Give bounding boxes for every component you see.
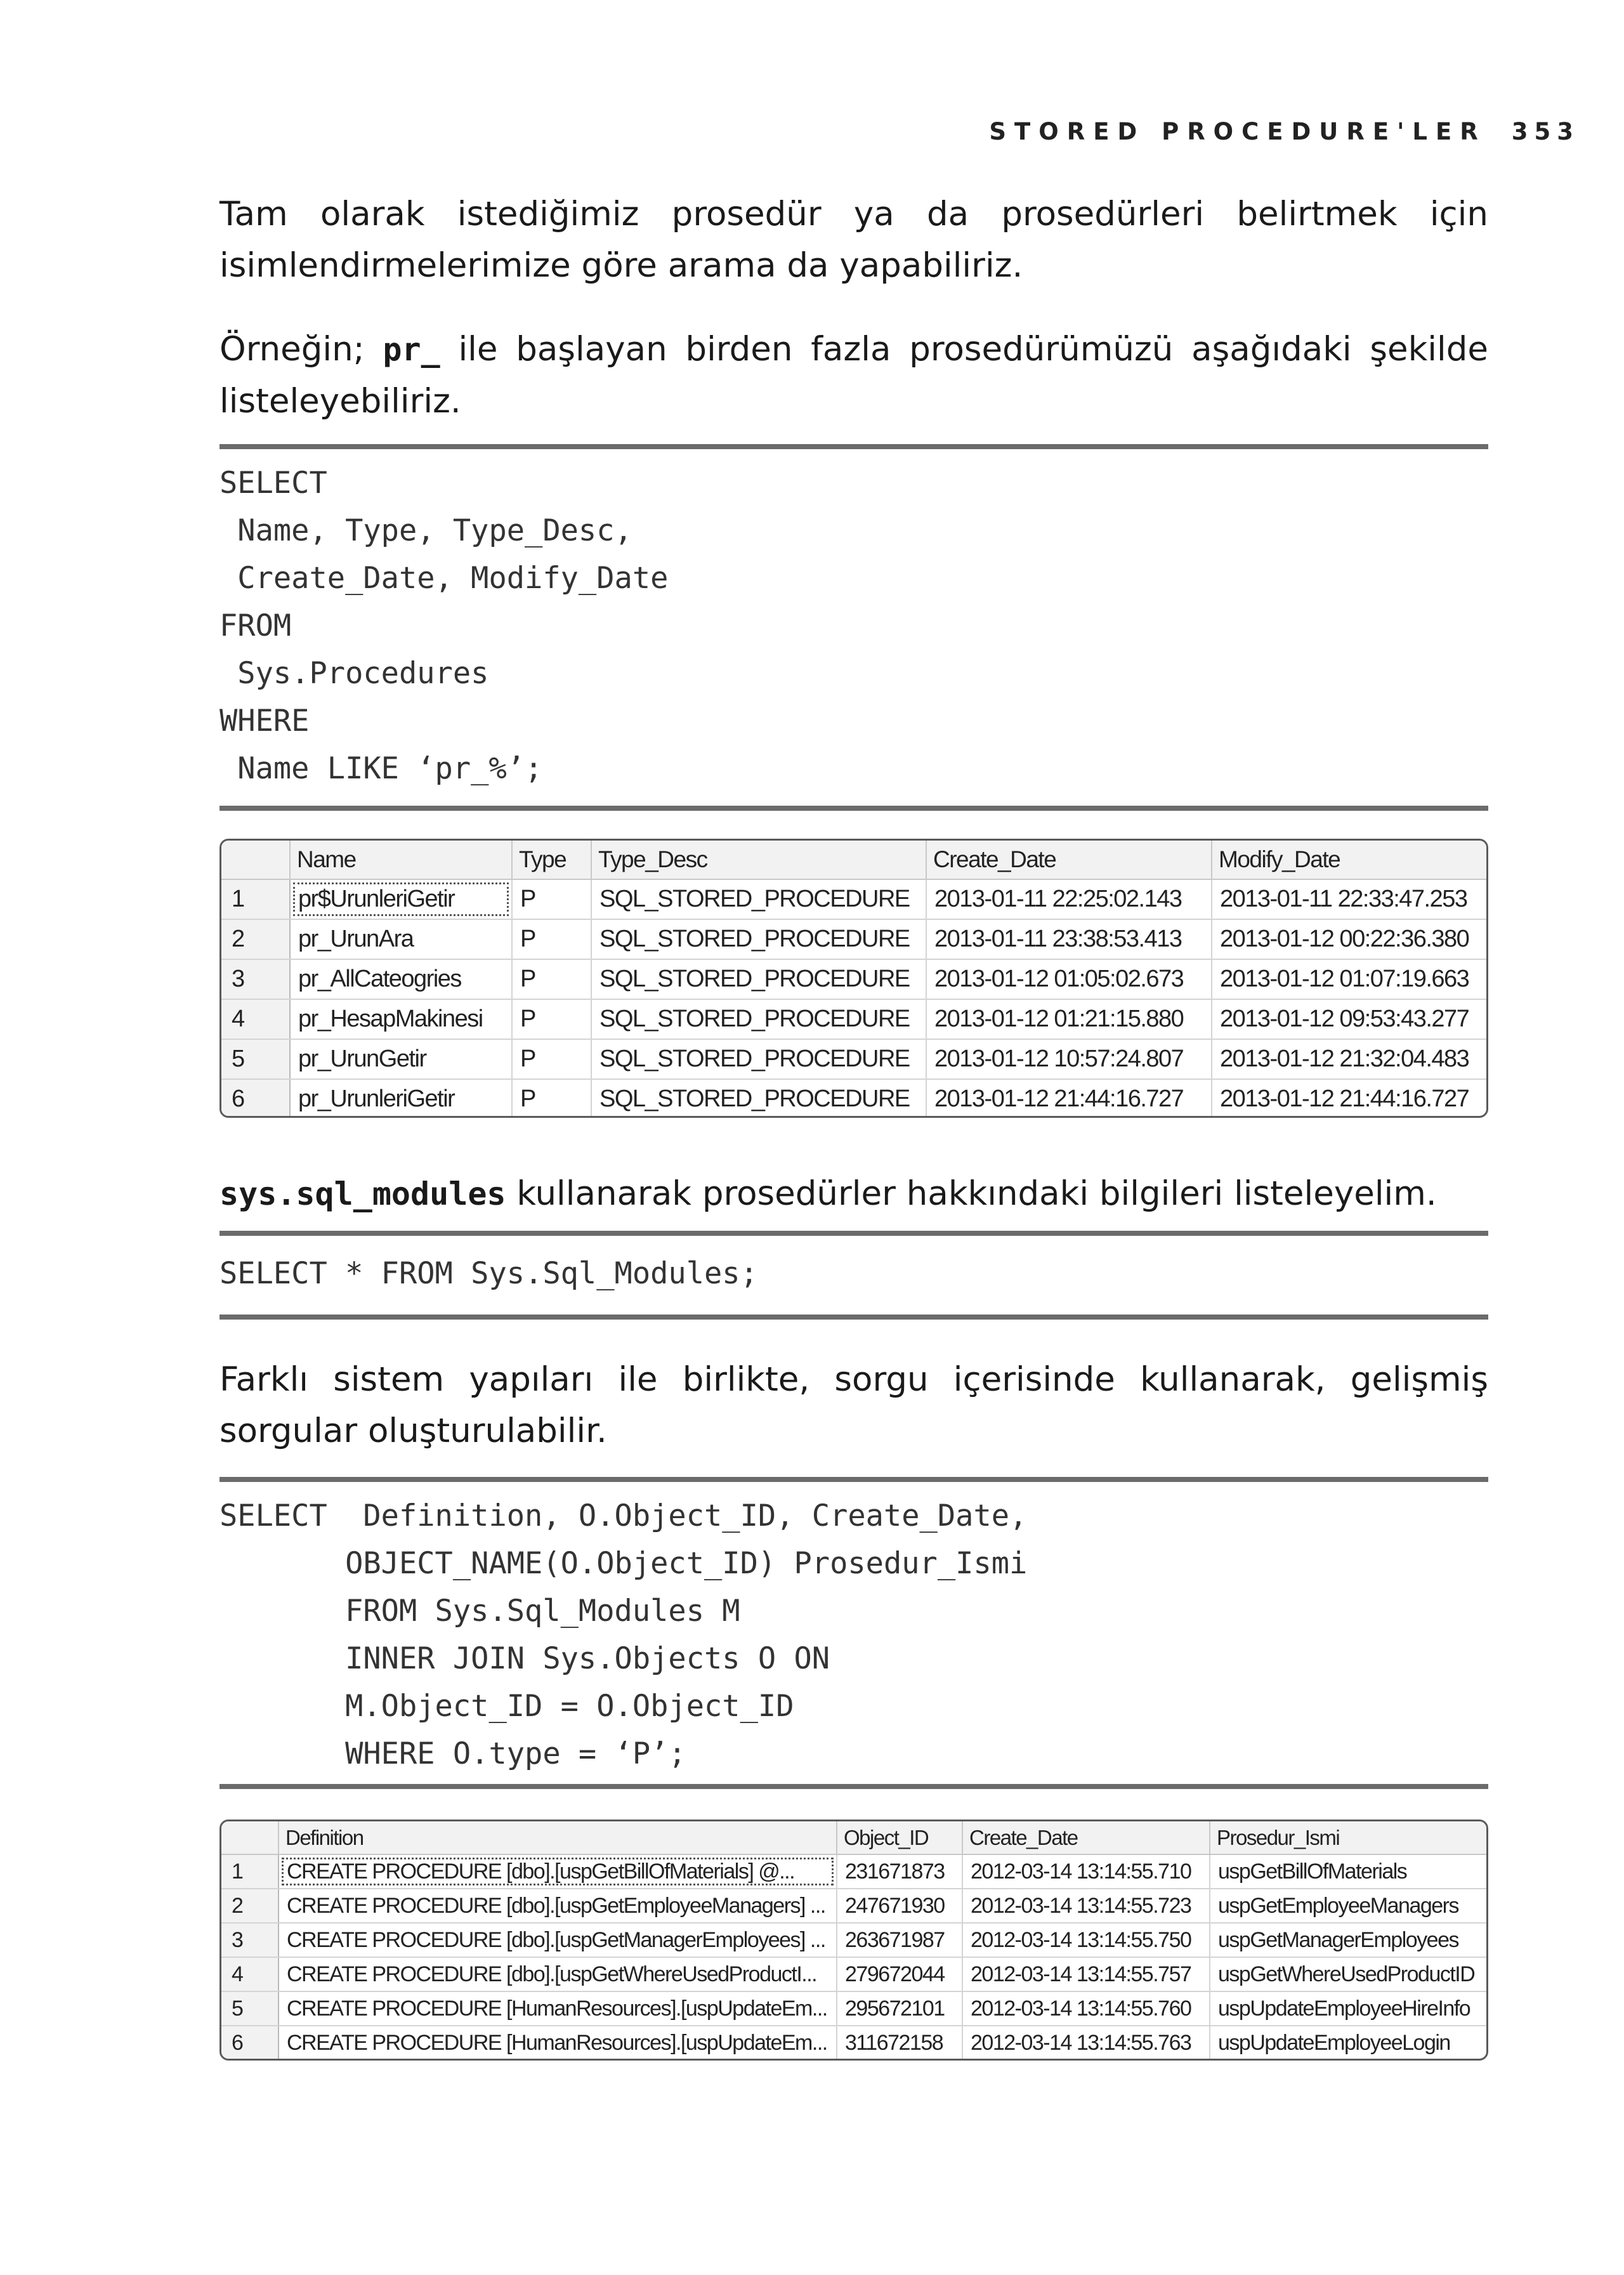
column-header-create-date: Create_Date (926, 841, 1212, 879)
cell-type: P (512, 999, 591, 1039)
column-header-create-date: Create_Date (962, 1821, 1210, 1854)
running-header (952, 118, 1580, 150)
page-number: 353 (1511, 118, 1580, 145)
cell-type-desc: SQL_STORED_PROCEDURE (591, 1079, 926, 1118)
column-header-rownum (221, 841, 290, 879)
grid-header-row (221, 1821, 1486, 1854)
cell-name: pr_AllCateogries (290, 959, 512, 999)
cell-object-id: 231671873 (837, 1854, 962, 1889)
paragraph-sql-modules (219, 1168, 1488, 1220)
column-header-object-id: Object_ID (837, 1821, 962, 1854)
cell-modify-date: 2013-01-12 01:07:19.663 (1212, 959, 1486, 999)
column-header-definition: Definition (278, 1821, 837, 1854)
cell-create-date: 2013-01-11 23:38:53.413 (926, 919, 1212, 959)
cell-create-date: 2012-03-14 13:14:55.750 (962, 1923, 1210, 1957)
row-number: 1 (221, 879, 290, 919)
paragraph-example-after: ile başlayan birden fazla prosedürümüzü aşağıdaki şekilde listeleyebiliriz. (219, 330, 1488, 421)
table-row (221, 959, 1486, 999)
paragraph-advanced: Farklı sistem yapıları ile birlikte, sorgu içerisinde kullanarak, gelişmiş sorgular oluşturulabilir. (219, 1360, 1488, 1450)
column-header-type-desc: Type_Desc (591, 841, 926, 879)
cell-object-id: 279672044 (837, 1957, 962, 1991)
cell-prosedur-ismi: uspGetBillOfMaterials (1210, 1854, 1486, 1889)
cell-name: pr_HesapMakinesi (290, 999, 512, 1039)
cell-type: P (512, 1079, 591, 1118)
row-number: 2 (221, 1889, 278, 1923)
cell-type: P (512, 919, 591, 959)
table-row (221, 1889, 1486, 1923)
cell-name: pr_UrunleriGetir (290, 1079, 512, 1118)
code-rule-top-1 (219, 444, 1488, 449)
code-block-join-query: SELECT Definition, O.Object_ID, Create_Date, OBJECT_NAME(O.Object_ID) Prosedur_Ismi FROM Sys.Sql_Modules M INNER JOIN Sys.Objects O ON M.Object_ID = O.Object_ID WHERE O.type = ‘P’; (219, 1498, 1028, 1771)
cell-prosedur-ismi: uspGetWhereUsedProductID (1210, 1957, 1486, 1991)
row-number: 4 (221, 999, 290, 1039)
cell-type-desc: SQL_STORED_PROCEDURE (591, 1039, 926, 1079)
section-title: STORED PROCEDURE'LER (989, 118, 1486, 145)
cell-create-date: 2012-03-14 13:14:55.757 (962, 1957, 1210, 1991)
code-rule-top-3 (219, 1477, 1488, 1482)
cell-type-desc: SQL_STORED_PROCEDURE (591, 959, 926, 999)
cell-type: P (512, 879, 591, 919)
cell-name: pr_UrunGetir (290, 1039, 512, 1079)
cell-type-desc: SQL_STORED_PROCEDURE (591, 919, 926, 959)
table-row (221, 1991, 1486, 2026)
table-row (221, 999, 1486, 1039)
cell-name: pr_UrunAra (290, 919, 512, 959)
cell-create-date: 2013-01-12 21:44:16.727 (926, 1079, 1212, 1118)
column-header-type: Type (512, 841, 591, 879)
cell-type: P (512, 1039, 591, 1079)
row-number: 3 (221, 959, 290, 999)
code-block-select-procedures: SELECT Name, Type, Type_Desc, Create_Date, Modify_Date FROM Sys.Procedures WHERE Name LIKE ‘pr_%’; (219, 466, 669, 786)
cell-definition: CREATE PROCEDURE [dbo].[uspGetEmployeeManagers] ... (278, 1889, 837, 1923)
cell-modify-date: 2013-01-12 21:44:16.727 (1220, 1085, 1469, 1112)
cell-modify-date: 2013-01-12 21:32:04.483 (1212, 1039, 1486, 1079)
cell-type-desc: SQL_STORED_PROCEDURE (591, 999, 926, 1039)
cell-create-date: 2012-03-14 13:14:55.723 (962, 1889, 1210, 1923)
cell-prosedur-ismi: uspGetManagerEmployees (1210, 1923, 1486, 1957)
cell-definition: CREATE PROCEDURE [dbo].[uspGetBillOfMaterials] @... (278, 1854, 837, 1889)
inline-code-pr: pr_ (383, 331, 440, 368)
column-header-name: Name (290, 841, 512, 879)
cell-object-id: 263671987 (837, 1923, 962, 1957)
cell-prosedur-ismi: uspUpdateEmployeeHireInfo (1210, 1991, 1486, 2026)
results-grid-procedures (219, 839, 1488, 1118)
cell-modify-date: 2013-01-11 22:33:47.253 (1212, 879, 1486, 919)
paragraph-example (219, 324, 1488, 427)
cell-modify-date: 2013-01-12 00:22:36.380 (1212, 919, 1486, 959)
table-row (221, 1039, 1486, 1079)
column-header-rownum (221, 1821, 278, 1854)
paragraph-example-before: Örneğin; (219, 330, 383, 369)
cell-prosedur-ismi: uspGetEmployeeManagers (1210, 1889, 1486, 1923)
cell-name: pr$UrunleriGetir (290, 879, 512, 919)
column-header-prosedur-ismi: Prosedur_Ismi (1210, 1821, 1486, 1854)
row-number: 1 (221, 1854, 278, 1889)
cell-create-date: 2012-03-14 13:14:55.710 (962, 1854, 1210, 1889)
code-rule-top-2 (219, 1231, 1488, 1236)
code-rule-bottom-3 (219, 1784, 1488, 1789)
cell-create-date: 2013-01-12 01:21:15.880 (926, 999, 1212, 1039)
row-number: 5 (221, 1039, 290, 1079)
cell-create-date: 2012-03-14 13:14:55.760 (962, 1991, 1210, 2026)
column-header-modify-date: Modify_Date (1212, 841, 1486, 879)
cell-create-date: 2013-01-12 01:05:02.673 (926, 959, 1212, 999)
cell-object-id: 311672158 (837, 2026, 962, 2059)
cell-definition: CREATE PROCEDURE [dbo].[uspGetWhereUsedProductI... (278, 1957, 837, 1991)
row-number: 6 (221, 2026, 278, 2059)
cell-create-date: 2013-01-11 22:25:02.143 (926, 879, 1212, 919)
grid-header-row (221, 841, 1486, 879)
table-row (221, 2026, 1486, 2059)
code-block-select-sql-modules: SELECT * FROM Sys.Sql_Modules; (219, 1256, 758, 1291)
results-grid-modules (219, 1819, 1488, 2061)
table-row (221, 879, 1486, 919)
paragraph-intro: Tam olarak istediğimiz prosedür ya da prosedürleri belirtmek için isimlendirmelerimize göre arama da yapabiliriz. (219, 195, 1488, 285)
row-number: 3 (221, 1923, 278, 1957)
cell-definition: CREATE PROCEDURE [HumanResources].[uspUpdateEm... (278, 2026, 837, 2059)
cell-create-date: 2013-01-12 10:57:24.807 (926, 1039, 1212, 1079)
cell-definition: CREATE PROCEDURE [HumanResources].[uspUpdateEm... (278, 1991, 837, 2026)
cell-type-desc: SQL_STORED_PROCEDURE (591, 879, 926, 919)
cell-create-date: 2012-03-14 13:14:55.763 (962, 2026, 1210, 2059)
code-rule-bottom-1 (219, 806, 1488, 811)
row-number: 6 (221, 1079, 290, 1118)
cell-object-id: 295672101 (837, 1991, 962, 2026)
inline-code-sql-modules: sys.sql_modules (219, 1176, 506, 1212)
row-number: 4 (221, 1957, 278, 1991)
table-row (221, 1923, 1486, 1957)
row-number: 5 (221, 1991, 278, 2026)
cell-modify-date: 2013-01-12 09:53:43.277 (1212, 999, 1486, 1039)
row-number: 2 (221, 919, 290, 959)
cell-type: P (512, 959, 591, 999)
cell-object-id: 247671930 (837, 1889, 962, 1923)
table-row (221, 919, 1486, 959)
table-row (221, 1957, 1486, 1991)
code-rule-bottom-2 (219, 1315, 1488, 1320)
table-row (221, 1079, 1486, 1118)
paragraph-sql-modules-after: kullanarak prosedürler hakkındaki bilgileri listeleyelim. (506, 1174, 1437, 1213)
cell-definition: CREATE PROCEDURE [dbo].[uspGetManagerEmployees] ... (278, 1923, 837, 1957)
cell-prosedur-ismi: uspUpdateEmployeeLogin (1218, 2030, 1450, 2055)
table-row (221, 1854, 1486, 1889)
